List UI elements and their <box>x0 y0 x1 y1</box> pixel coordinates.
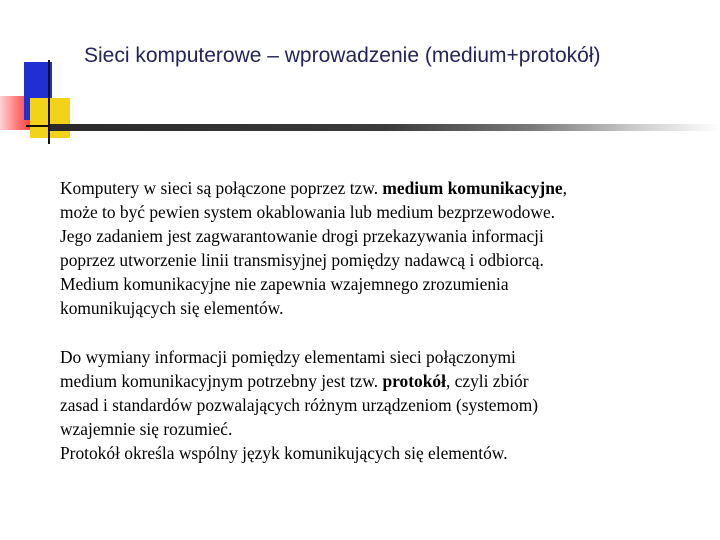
logo-vertical-line <box>48 60 50 144</box>
paragraph-medium <box>60 176 690 321</box>
term-protokol: protokół <box>382 370 446 391</box>
term-medium-komunikacyjne: medium komunikacyjne <box>382 178 563 198</box>
title-underline <box>50 124 720 131</box>
paragraph-protocol-text-2: , czyli zbiór zasad i standardów pozwalających różnym urządzeniom (systemom) wzajemnie się rozumieć. Protokół określa wspólny język komunikujących się elementów. <box>60 370 539 463</box>
logo-yellow-square <box>30 98 70 138</box>
paragraph-protocol-text-1: Do wymiany informacji pomiędzy elementami sieci połączonymi medium komunikacyjnym potrzebny jest tzw. <box>60 346 516 391</box>
slide-title: Sieci komputerowe – wprowadzenie (medium+protokół) <box>84 44 601 67</box>
slide-body <box>60 176 690 465</box>
paragraph-medium-text-1: Komputery w sieci są połączone poprzez tzw. <box>60 178 383 198</box>
paragraph-medium-text-2: , może to być pewien system okablowania lub medium bezprzewodowe. Jego zadaniem jest zagwarantowanie drogi przekazywania informacji poprzez utworzenie linii transmisyjnej pomiędzy nadawcą i odbiorcą. Medium komunikacyjne nie zapewnia wzajemnego zrozumienia komunikujących się elementów. <box>60 178 567 319</box>
paragraph-protocol <box>60 345 690 465</box>
